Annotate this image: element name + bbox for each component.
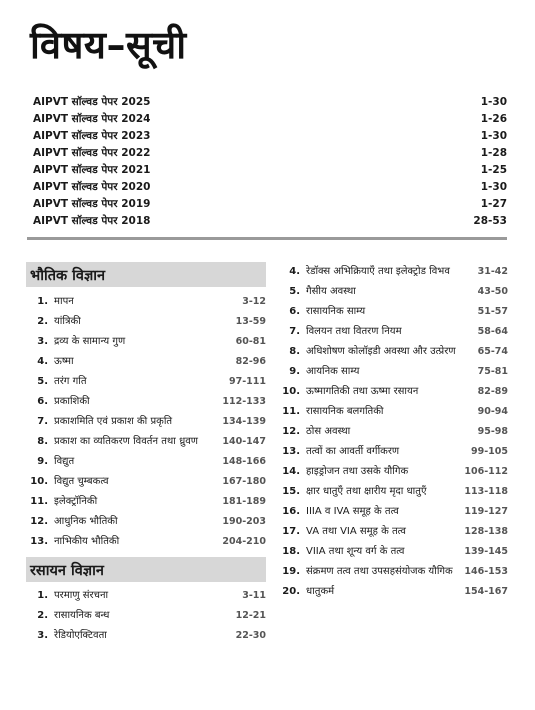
item-pages: 3-12	[242, 296, 266, 307]
toc-item	[26, 471, 266, 491]
toc-item	[26, 491, 266, 511]
item-number: 4.	[37, 356, 48, 367]
item-label: क्षार धातुएँ तथा क्षारीय मृदा धातुएँ	[306, 486, 427, 497]
page-title: विषय–सूची	[30, 23, 187, 67]
item-label: प्रकाशमिति एवं प्रकाश की प्रकृति	[54, 416, 173, 427]
chemistry-list	[26, 582, 266, 645]
toc-item	[26, 311, 266, 331]
item-pages: 82-89	[477, 386, 508, 397]
item-pages: 22-30	[235, 630, 266, 641]
item-number: 18.	[282, 546, 300, 557]
item-pages: 181-189	[222, 496, 266, 507]
item-number: 3.	[37, 336, 48, 347]
paper-label: AIPVT सॉल्वड पेपर 2019	[33, 197, 151, 210]
item-pages: 3-11	[242, 590, 266, 601]
item-pages: 97-111	[229, 376, 266, 387]
left-column	[26, 262, 266, 645]
item-pages: 139-145	[464, 546, 508, 557]
item-number: 2.	[37, 610, 48, 621]
item-label: यांत्रिकी	[54, 316, 81, 327]
item-pages: 204-210	[222, 536, 266, 547]
list-item	[33, 111, 507, 128]
item-pages: 113-118	[464, 486, 508, 497]
chemistry-heading: रसायन विज्ञान	[26, 557, 266, 582]
toc-item	[278, 502, 508, 522]
item-label: IIIA व IVA समूह के तत्व	[306, 506, 399, 517]
item-label: परमाणु संरचना	[54, 590, 109, 601]
item-number: 12.	[30, 516, 48, 527]
toc-item	[26, 625, 266, 645]
item-number: 20.	[282, 586, 300, 597]
item-number: 15.	[282, 486, 300, 497]
item-pages: 95-98	[477, 426, 508, 437]
item-label: हाइड्रोजन तथा उसके यौगिक	[306, 466, 409, 477]
list-item	[33, 162, 507, 179]
item-pages: 148-166	[222, 456, 266, 467]
item-label: तरंग गति	[54, 376, 87, 387]
paper-label: AIPVT सॉल्वड पेपर 2020	[33, 180, 151, 193]
divider	[27, 237, 507, 240]
toc-item	[26, 451, 266, 471]
toc-item	[26, 391, 266, 411]
item-label: तत्वों का आवर्ती वर्गीकरण	[306, 446, 400, 457]
toc-item	[278, 582, 508, 602]
item-label: आधुनिक भौतिकी	[54, 516, 118, 527]
item-number: 9.	[37, 456, 48, 467]
item-pages: 12-21	[235, 610, 266, 621]
item-number: 5.	[289, 286, 300, 297]
toc-item	[26, 291, 266, 311]
item-pages: 106-112	[464, 466, 508, 477]
item-number: 10.	[282, 386, 300, 397]
toc-item	[278, 522, 508, 542]
item-label: विद्युत चुम्बकत्व	[54, 476, 109, 487]
paper-label: AIPVT सॉल्वड पेपर 2024	[33, 113, 151, 126]
toc-item	[26, 511, 266, 531]
item-pages: 154-167	[464, 586, 508, 597]
item-label: ठोस अवस्था	[306, 426, 351, 437]
item-number: 4.	[289, 266, 300, 277]
item-pages: 140-147	[222, 436, 266, 447]
item-number: 8.	[289, 346, 300, 357]
item-number: 14.	[282, 466, 300, 477]
item-pages: 128-138	[464, 526, 508, 537]
item-pages: 119-127	[464, 506, 508, 517]
item-number: 5.	[37, 376, 48, 387]
item-label: रासायनिक बन्ध	[54, 610, 110, 621]
toc-item	[278, 422, 508, 442]
item-label: VIIA तथा शून्य वर्ग के तत्व	[306, 546, 405, 557]
paper-pages: 1-30	[480, 180, 507, 193]
item-pages: 58-64	[477, 326, 508, 337]
toc-item	[278, 562, 508, 582]
list-item	[33, 195, 507, 212]
right-column	[278, 262, 508, 602]
item-pages: 99-105	[471, 446, 508, 457]
item-number: 10.	[30, 476, 48, 487]
item-number: 1.	[37, 590, 48, 601]
item-label: विलयन तथा वितरण नियम	[306, 326, 402, 337]
item-number: 13.	[282, 446, 300, 457]
list-item	[33, 128, 507, 145]
item-number: 2.	[37, 316, 48, 327]
item-number: 11.	[282, 406, 300, 417]
item-pages: 190-203	[222, 516, 266, 527]
item-pages: 51-57	[477, 306, 508, 317]
item-pages: 43-50	[477, 286, 508, 297]
item-number: 16.	[282, 506, 300, 517]
item-number: 11.	[30, 496, 48, 507]
item-pages: 82-96	[235, 356, 266, 367]
item-label: रासायनिक साम्य	[306, 306, 366, 317]
list-item	[33, 212, 507, 229]
toc-item	[278, 462, 508, 482]
paper-label: AIPVT सॉल्वड पेपर 2021	[33, 164, 151, 176]
toc-item	[278, 482, 508, 502]
item-label: प्रकाश का व्यतिकरण विवर्तन तथा ध्रुवण	[54, 436, 199, 447]
paper-pages: 1-30	[480, 96, 507, 109]
item-number: 12.	[282, 426, 300, 437]
item-number: 9.	[289, 366, 300, 377]
paper-pages: 1-27	[480, 197, 507, 210]
toc-item	[26, 431, 266, 451]
item-pages: 167-180	[222, 476, 266, 487]
toc-item	[278, 322, 508, 342]
toc-item	[278, 362, 508, 382]
toc-item	[278, 342, 508, 362]
paper-label: AIPVT सॉल्वड पेपर 2018	[33, 214, 151, 227]
item-number: 6.	[289, 306, 300, 317]
item-pages: 146-153	[464, 566, 508, 577]
item-label: रासायनिक बलगतिकी	[306, 406, 384, 417]
toc-item	[278, 382, 508, 402]
toc-item	[26, 605, 266, 625]
toc-item	[26, 411, 266, 431]
physics-heading: भौतिक विज्ञान	[26, 262, 266, 287]
item-label: अधिशोषण कोलॉइडी अवस्था और उत्प्रेरण	[306, 346, 456, 357]
toc-item	[26, 331, 266, 351]
toc-item	[26, 371, 266, 391]
item-pages: 31-42	[477, 266, 508, 277]
item-pages: 65-74	[477, 346, 508, 357]
item-label: रेडियोएक्टिवता	[54, 630, 107, 641]
toc-item	[26, 531, 266, 551]
item-pages: 112-133	[222, 396, 266, 407]
toc-item	[278, 302, 508, 322]
paper-label: AIPVT सॉल्वड पेपर 2023	[33, 130, 151, 143]
item-label: इलेक्ट्रॉनिकी	[54, 496, 98, 507]
item-number: 1.	[37, 296, 48, 307]
paper-pages: 1-30	[480, 130, 507, 143]
item-number: 7.	[289, 326, 300, 337]
item-pages: 134-139	[222, 416, 266, 427]
list-item	[33, 94, 507, 111]
toc-item	[278, 282, 508, 302]
paper-pages: 1-26	[480, 113, 507, 126]
item-number: 3.	[37, 630, 48, 641]
item-label: मापन	[54, 296, 74, 307]
item-pages: 75-81	[477, 366, 508, 377]
item-label: संक्रमण तत्व तथा उपसहसंयोजक यौगिक	[306, 566, 453, 577]
item-label: विद्युत	[54, 456, 75, 467]
paper-label: AIPVT सॉल्वड पेपर 2022	[33, 147, 151, 160]
list-item	[33, 145, 507, 162]
item-number: 19.	[282, 566, 300, 577]
item-number: 6.	[37, 396, 48, 407]
item-pages: 13-59	[235, 316, 266, 327]
toc-item	[26, 585, 266, 605]
toc-item	[278, 442, 508, 462]
item-number: 7.	[37, 416, 48, 427]
item-number: 8.	[37, 436, 48, 447]
physics-list	[26, 287, 266, 551]
item-label: द्रव्य के सामान्य गुण	[54, 336, 126, 347]
list-item	[33, 178, 507, 195]
item-label: गैसीय अवस्था	[306, 286, 356, 297]
item-label: आयनिक साम्य	[306, 366, 360, 377]
item-label: नाभिकीय भौतिकी	[54, 536, 120, 547]
item-label: ऊष्मागतिकी तथा ऊष्मा रसायन	[306, 386, 419, 397]
paper-label: AIPVT सॉल्वड पेपर 2025	[33, 96, 151, 109]
paper-pages: 28-53	[473, 214, 507, 227]
item-pages: 90-94	[477, 406, 508, 417]
item-label: धातुकर्म	[306, 586, 335, 597]
item-label: VA तथा VIA समूह के तत्व	[306, 526, 406, 537]
toc-item	[26, 351, 266, 371]
item-label: ऊष्मा	[54, 356, 74, 367]
paper-pages: 1-28	[480, 147, 507, 160]
solved-papers-list	[33, 94, 507, 229]
item-label: प्रकाशिकी	[54, 396, 90, 407]
item-pages: 60-81	[235, 336, 266, 347]
item-label: रेडॉक्स अभिक्रियाएँ तथा इलेक्ट्रोड विभव	[306, 266, 450, 277]
toc-item	[278, 262, 508, 282]
item-number: 17.	[282, 526, 300, 537]
toc-item	[278, 542, 508, 562]
paper-pages: 1-25	[480, 164, 507, 176]
item-number: 13.	[30, 536, 48, 547]
toc-item	[278, 402, 508, 422]
